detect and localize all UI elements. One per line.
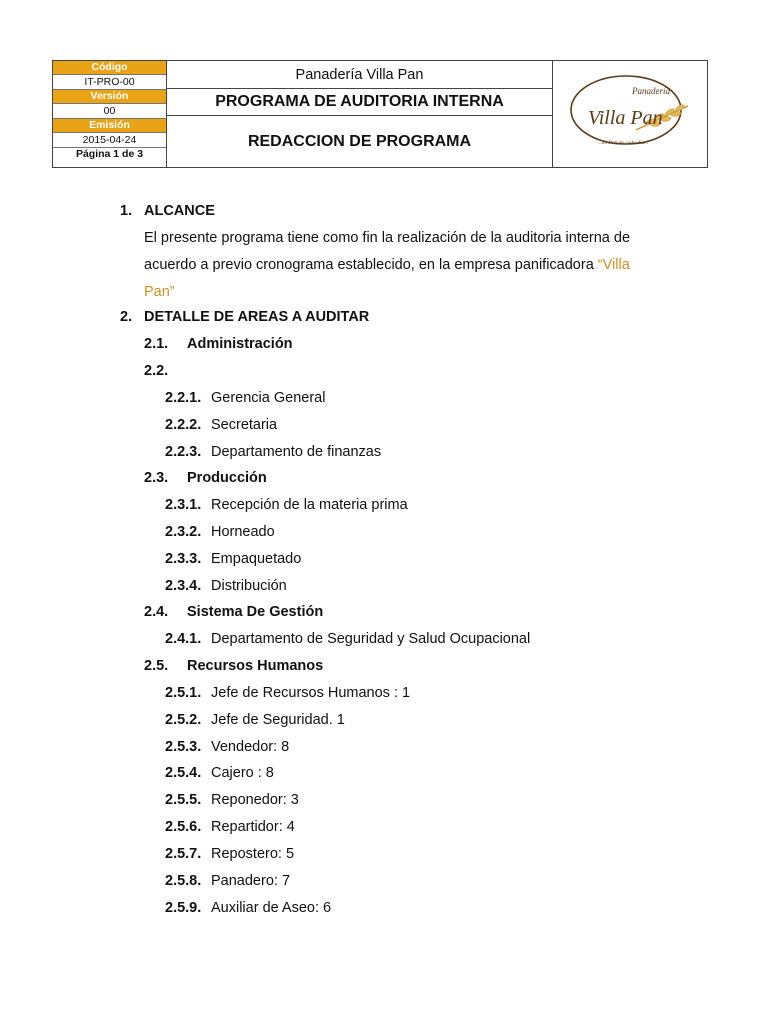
company-logo	[566, 68, 694, 160]
logo-brand-script: Villa Pan	[588, 107, 663, 129]
paragraph-line: Pan”	[144, 284, 175, 300]
code-value: IT-PRO-00	[53, 74, 166, 90]
logo-tagline: ...El Pan de cada día...	[598, 140, 649, 146]
version-value: 00	[53, 103, 166, 119]
section-title: ALCANCE	[144, 203, 215, 219]
section-number: 2.	[120, 309, 133, 325]
issue-value: 2015-04-24	[53, 132, 166, 148]
logo-brand-top: Panadería	[632, 86, 670, 96]
page-indicator: Página 1 de 3	[75, 148, 144, 160]
header-titles	[167, 61, 553, 167]
section-paragraph	[144, 225, 662, 306]
paragraph-line: El presente programa tiene como fin la realización de la auditoria interna de	[144, 230, 631, 246]
company-name: Panadería Villa Pan	[167, 61, 552, 89]
version-label: Versión	[53, 90, 166, 103]
document-subtitle: REDACCION DE PROGRAMA	[247, 132, 472, 150]
quoted-name: “Villa	[597, 257, 630, 273]
document-title: PROGRAMA DE AUDITORIA INTERNA	[167, 89, 552, 116]
document-header	[52, 60, 708, 168]
issue-label: Emisión	[53, 119, 166, 132]
logo-cell	[553, 61, 707, 167]
paragraph-line: acuerdo a previo cronograma establecido, en la empresa panificadora “Villa	[144, 257, 630, 273]
section-number: 1.	[120, 203, 133, 219]
document-meta	[53, 61, 167, 167]
code-label: Código	[53, 61, 166, 74]
section-title: DETALLE DE AREAS A AUDITAR	[144, 309, 370, 325]
